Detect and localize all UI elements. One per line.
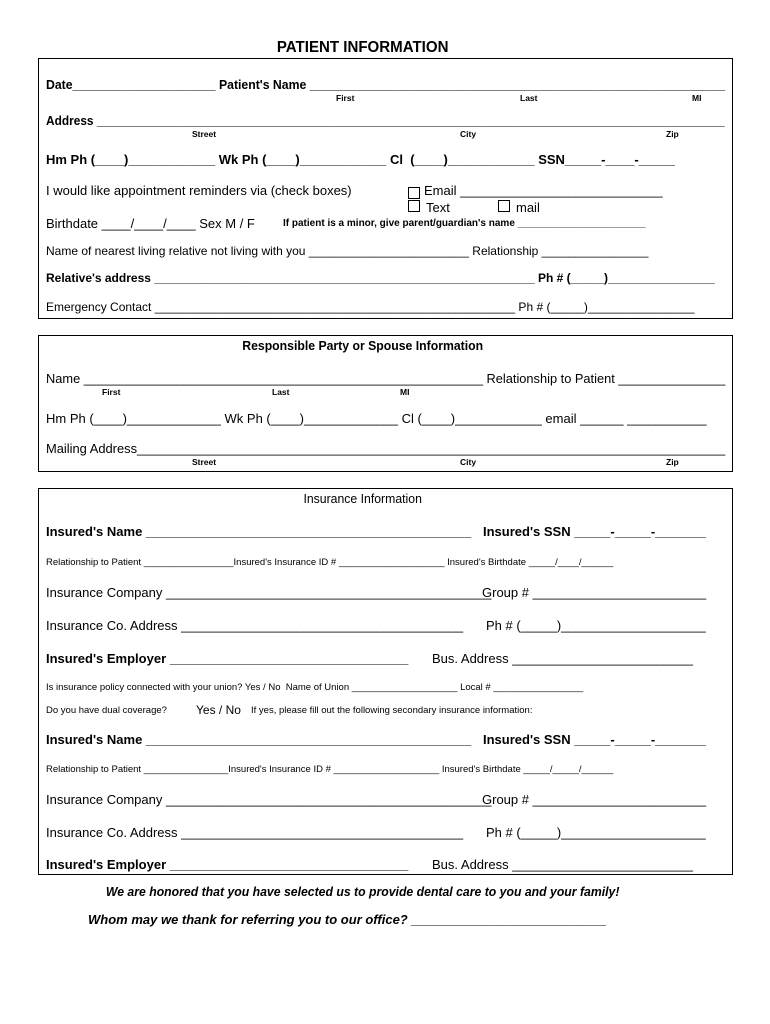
phones-ssn-field[interactable]: Hm Ph (____)____________ Wk Ph (____)____________ Cl (____)____________ SSN_____-____-_____ <box>46 152 675 167</box>
secondary-business-address-field[interactable]: Bus. Address _________________________ <box>432 857 693 872</box>
responsible-phones-field[interactable]: Hm Ph (____)_____________ Wk Ph (____)_____________ Cl (____)____________ email ______ ___________ <box>46 411 707 426</box>
responsible-name-field[interactable]: Name ________________________________________________________ Relationship to Patient _______________ <box>46 371 726 386</box>
responsible-first-label: First <box>102 387 121 397</box>
street-label: Street <box>192 129 217 139</box>
birthdate-sex-field[interactable]: Birthdate ____/____/____ Sex M / F <box>46 216 255 231</box>
responsible-heading: Responsible Party or Spouse Information <box>242 338 484 353</box>
last-name-label: Last <box>520 93 538 103</box>
mi-label: MI <box>692 93 702 103</box>
dual-coverage-note: If yes, please fill out the following secondary insurance information: <box>251 705 533 716</box>
insurance-heading: Insurance Information <box>303 491 422 506</box>
insurance-co-address-field[interactable]: Insurance Co. Address _______________________________________ <box>46 618 464 633</box>
city-label: City <box>460 129 477 139</box>
date-patient-name-field[interactable]: Date_____________________ Patient's Name _____________________________________________________________ <box>46 77 726 92</box>
responsible-last-label: Last <box>272 387 290 397</box>
secondary-insurance-co-address-field[interactable]: Insurance Co. Address _______________________________________ <box>46 825 464 840</box>
address-field[interactable]: Address _______________________________________________________________________________________________ <box>46 113 725 128</box>
emergency-contact-field[interactable]: Emergency Contact ______________________________________________________ Ph # (_____)________________ <box>46 300 695 314</box>
first-name-label: First <box>336 93 355 103</box>
referral-field[interactable]: Whom may we thank for referring you to our office? ___________________________ <box>88 912 607 927</box>
insurance-company-field[interactable]: Insurance Company _____________________________________________ <box>46 585 492 600</box>
nearest-relative-field[interactable]: Name of nearest living relative not living with you ________________________ Relationship ________________ <box>46 244 649 258</box>
page-title: PATIENT INFORMATION <box>276 39 449 56</box>
group-number-field[interactable]: Group # ________________________ <box>482 585 707 600</box>
secondary-insurance-phone-field[interactable]: Ph # (_____)____________________ <box>486 825 706 840</box>
mail-checkbox[interactable] <box>498 200 510 212</box>
mail-option-label: mail <box>516 200 540 215</box>
responsible-city-label: City <box>460 457 477 467</box>
relative-address-field[interactable]: Relative's address _________________________________________________________ Ph # (_____)________________ <box>46 271 715 285</box>
insured-ssn-field[interactable]: Insured's SSN _____-_____-_______ <box>483 524 706 539</box>
dual-coverage-yes-no[interactable]: Yes / No <box>196 703 241 717</box>
secondary-insurance-company-field[interactable]: Insurance Company _____________________________________________ <box>46 792 492 807</box>
responsible-mi-label: MI <box>400 387 410 397</box>
secondary-insured-name-field[interactable]: Insured's Name _____________________________________________ <box>46 732 472 747</box>
guardian-field[interactable]: If patient is a minor, give parent/guardian's name _______________________ <box>283 218 646 229</box>
insurance-phone-field[interactable]: Ph # (_____)____________________ <box>486 618 706 633</box>
email-checkbox[interactable] <box>408 187 420 199</box>
zip-label: Zip <box>666 129 679 139</box>
dual-coverage-question: Do you have dual coverage? <box>46 705 167 716</box>
secondary-group-number-field[interactable]: Group # ________________________ <box>482 792 707 807</box>
mailing-address-field[interactable]: Mailing Address__________________________________________________________________________________ <box>46 441 726 456</box>
responsible-zip-label: Zip <box>666 457 679 467</box>
secondary-insured-employer-field[interactable]: Insured's Employer _________________________________ <box>46 857 409 872</box>
honored-message: We are honored that you have selected us to provide dental care to you and your family! <box>105 884 620 899</box>
secondary-relationship-id-birthdate-field[interactable]: Relationship to Patient ________________Insured's Insurance ID # ____________________ Insured's Birthdate _____/_____/______ <box>46 764 614 775</box>
text-option-label: Text <box>426 200 450 215</box>
business-address-field[interactable]: Bus. Address _________________________ <box>432 651 693 666</box>
responsible-street-label: Street <box>192 457 217 467</box>
insured-name-field[interactable]: Insured's Name _____________________________________________ <box>46 524 472 539</box>
email-option[interactable]: Email ____________________________ <box>424 183 663 198</box>
relationship-id-birthdate-field[interactable]: Relationship to Patient _________________Insured's Insurance ID # ____________________ Insured's Birthdate _____/____/______ <box>46 557 614 568</box>
union-field[interactable]: Is insurance policy connected with your union? Yes / No Name of Union ____________________ Local # _________________ <box>46 682 584 693</box>
reminders-label: I would like appointment reminders via (check boxes) <box>46 183 352 198</box>
insured-employer-field[interactable]: Insured's Employer _________________________________ <box>46 651 409 666</box>
secondary-insured-ssn-field[interactable]: Insured's SSN _____-_____-_______ <box>483 732 706 747</box>
text-checkbox[interactable] <box>408 200 420 212</box>
